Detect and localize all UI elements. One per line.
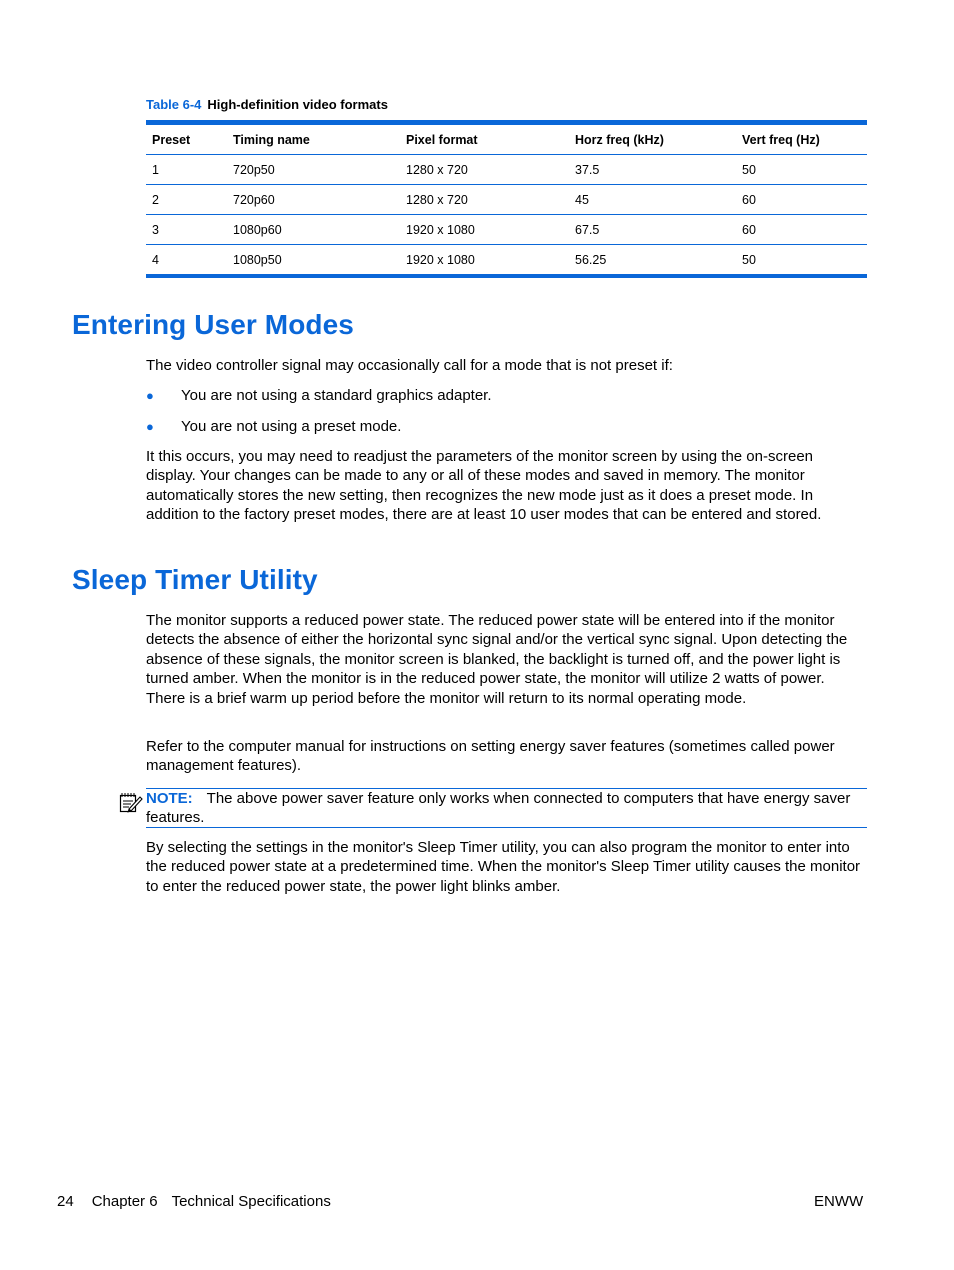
table-caption <box>146 97 388 112</box>
page-number: 24 <box>57 1193 74 1210</box>
bullet-icon: ● <box>146 388 154 403</box>
column-header: Timing name <box>227 123 400 155</box>
table-cell: 1080p50 <box>233 252 282 267</box>
intro-paragraph: The video controller signal may occasionally call for a mode that is not preset if: <box>146 357 673 374</box>
table-cell: 45 <box>569 185 736 215</box>
table-cell: 67.5 <box>569 215 736 245</box>
table-row <box>146 155 867 185</box>
table-header-row <box>146 123 867 155</box>
table-cell: 60 <box>736 215 867 245</box>
user-modes-paragraph: It this occurs, you may need to readjust the parameters of the monitor screen by using the on-screen display. Your changes can be made to any or all of these modes and saved in memory. The monitor automatically stores the new setting, then recognizes the new mode just as it does a preset mode. In addition to the factory preset modes, there are at least 10 user modes that can be entered and stored. <box>146 448 822 524</box>
table-cell: 1920 x 1080 <box>400 215 569 245</box>
note-label: NOTE: <box>146 790 193 807</box>
table-title: High-definition video formats <box>207 97 388 112</box>
table-cell: 1280 x 720 <box>400 155 569 185</box>
table-cell: 1920 x 1080 <box>406 252 475 267</box>
table-cell: 2 <box>146 185 227 215</box>
table-cell: 50 <box>742 252 756 267</box>
footer-right: ENWW <box>814 1193 864 1210</box>
list-item-text: You are not using a standard graphics adapter. <box>181 387 492 404</box>
table-cell: 4 <box>152 252 159 267</box>
section-heading-entering-user-modes: Entering User Modes <box>72 309 354 340</box>
bullet-icon: ● <box>146 419 154 434</box>
table-row <box>146 215 867 245</box>
table-cell: 60 <box>736 185 867 215</box>
reduced-power-paragraph: The monitor supports a reduced power state. The reduced power state will be entered into if the monitor detects the absence of either the horizontal sync signal and/or the vertical sync signal. Upon detecting the absence of these signals, the monitor screen is blanked, the backlight is turned off, and the power light is turned amber. When the monitor is in the reduced power state, the monitor will utilize 2 watts of power. There is a brief warm up period before the monitor will return to its normal operating mode. <box>146 612 848 707</box>
list-item-text: You are not using a preset mode. <box>181 418 402 435</box>
computer-manual-paragraph: Refer to the computer manual for instructions on setting energy saver features (sometimes called power management features). <box>146 738 835 775</box>
table-cell: 720p50 <box>227 155 400 185</box>
note-text: The above power saver feature only works when connected to computers that have energy saver features. <box>146 790 851 827</box>
table-row <box>146 245 867 277</box>
note-text-block <box>146 789 864 828</box>
table-row <box>146 185 867 215</box>
table-cell: 1 <box>146 155 227 185</box>
table-cell: 37.5 <box>569 155 736 185</box>
footer-left <box>57 1193 331 1210</box>
table-cell: 56.25 <box>575 252 607 267</box>
video-formats-table <box>146 120 867 278</box>
table-number: Table 6-4 <box>146 97 202 112</box>
column-header: Preset <box>146 123 227 155</box>
table-cell: 720p60 <box>227 185 400 215</box>
column-header: Vert freq (Hz) <box>736 123 867 155</box>
table-cell: 3 <box>146 215 227 245</box>
table-cell: 1080p60 <box>227 215 400 245</box>
table-cell: 50 <box>736 155 867 185</box>
section-heading-sleep-timer-utility: Sleep Timer Utility <box>72 564 318 595</box>
note-box <box>146 788 867 828</box>
chapter-label: Chapter 6 <box>91 1193 158 1210</box>
sleep-timer-paragraph: By selecting the settings in the monitor's Sleep Timer utility, you can also program the monitor to enter into the reduced power state at a predetermined time. When the monitor's Sleep Timer utility causes the monitor to enter the reduced power state, the power light blinks amber. <box>146 839 861 895</box>
column-header: Horz freq (kHz) <box>569 123 736 155</box>
chapter-title: Technical Specifications <box>171 1193 331 1210</box>
table-cell: 1280 x 720 <box>400 185 569 215</box>
note-icon <box>118 790 144 814</box>
column-header: Pixel format <box>400 123 569 155</box>
